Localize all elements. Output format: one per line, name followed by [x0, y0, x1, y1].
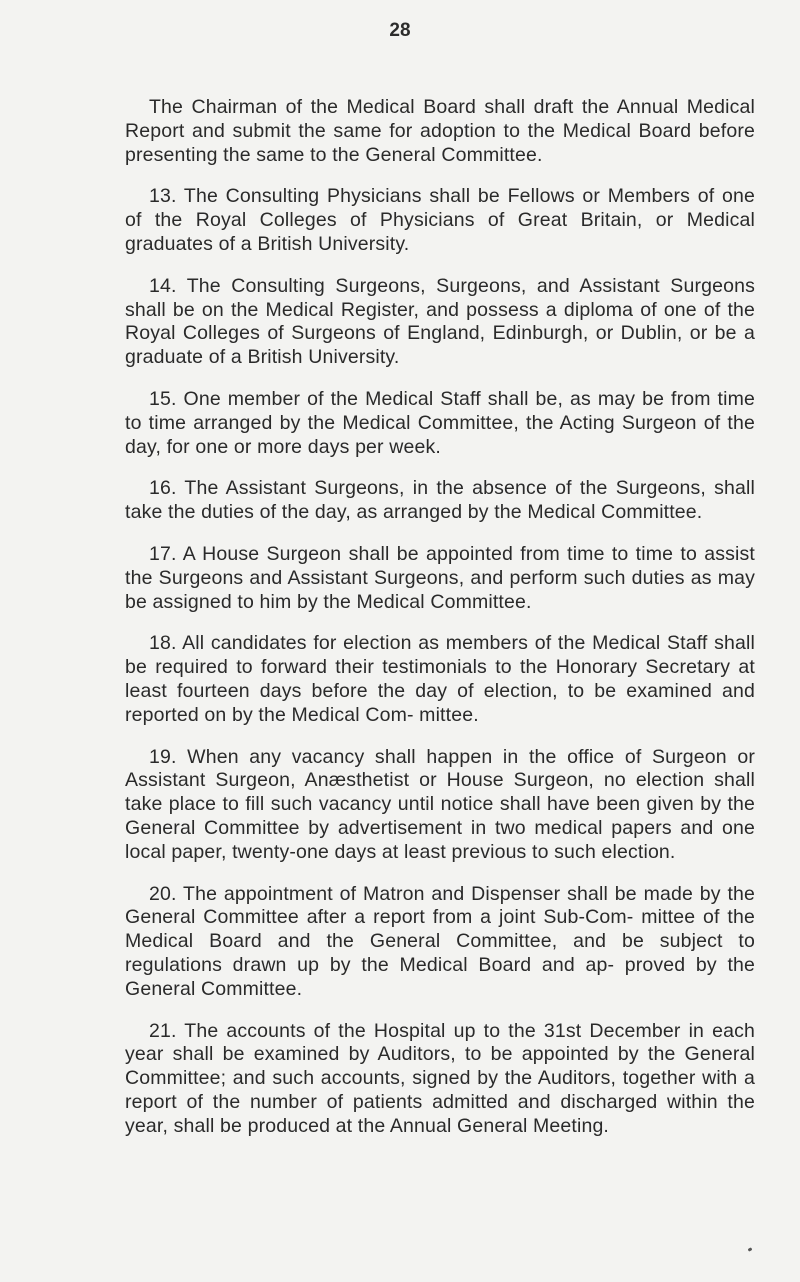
paragraph-number: 13.: [149, 185, 177, 208]
paragraph-number: 17.: [149, 542, 177, 565]
paragraph-text: When any vacancy shall happen in the office of Surgeon or Assistant Surgeon, Anæsthetist or House Surgeon, no election shall take place to fill such vacancy until notice shall have been given by the General Committee by advertisement in two medical papers and one local paper, twenty-one days at least previous to such election.: [125, 745, 755, 863]
paragraph-15: [125, 388, 755, 459]
paragraph-text: The accounts of the Hospital up to the 31st December in each year shall be examined by Auditors, to be appointed by the General Committee; and such accounts, signed by the Auditors, together with a report of the number of patients admitted and discharged within the year, shall be produced at the Annual General Meeting.: [125, 1019, 755, 1137]
paragraph-text: The Chairman of the Medical Board shall draft the Annual Medical Report and submit the same for adoption to the Medical Board before presenting the same to the General Committee.: [125, 96, 755, 166]
paper-speck: [748, 1247, 753, 1252]
paragraph-number: 18.: [149, 632, 177, 655]
paragraph-13: [125, 185, 755, 256]
paragraph-chairman-report: [125, 96, 755, 167]
paragraph-number: 20.: [149, 882, 177, 905]
paragraph-text: The Assistant Surgeons, in the absence of the Surgeons, shall take the duties of the day, as arranged by the Medical Committee.: [125, 477, 755, 524]
document-body: [125, 96, 755, 1156]
paragraph-21: [125, 1020, 755, 1139]
paragraph-text: The Consulting Physicians shall be Fellows or Members of one of the Royal Colleges of Physicians of Great Britain, or Medical graduates of a British University.: [125, 185, 755, 255]
paragraph-number: 14.: [149, 274, 177, 297]
paragraph-text: A House Surgeon shall be appointed from time to time to assist the Surgeons and Assistant Surgeons, and perform such duties as may be assigned to him by the Medical Committee.: [125, 542, 755, 613]
paragraph-17: [125, 543, 755, 614]
paragraph-text: The appointment of Matron and Dispenser shall be made by the General Committee after a report from a joint Sub-Com- mittee of the Medical Board and the General Committee, and be subject to regulations drawn up by the Medical Board and ap- proved by the General Committee.: [125, 882, 756, 1000]
paragraph-number: 16.: [149, 477, 177, 500]
paragraph-number: 19.: [149, 745, 177, 768]
paragraph-20: [125, 883, 755, 1002]
paragraph-text: All candidates for election as members of the Medical Staff shall be required to forward their testimonials to the Honorary Secretary at least fourteen days before the day of election, to be examined and reported on by the Medical Com- mittee.: [125, 632, 755, 726]
page-number: 28: [389, 20, 411, 41]
paragraph-number: 15.: [149, 387, 177, 410]
paragraph-14: [125, 275, 755, 370]
paragraph-text: One member of the Medical Staff shall be, as may be from time to time arranged by the Medical Committee, the Acting Surgeon of the day, for one or more days per week.: [125, 387, 755, 458]
paragraph-number: 21.: [149, 1019, 177, 1042]
paragraph-text: The Consulting Surgeons, Surgeons, and Assistant Surgeons shall be on the Medical Register, and possess a diploma of one of the Royal Colleges of Surgeons of England, Edinburgh, or Dublin, or be a graduate of a British University.: [125, 274, 755, 369]
paragraph-19: [125, 746, 755, 865]
paragraph-16: [125, 477, 755, 525]
paragraph-18: [125, 632, 755, 727]
